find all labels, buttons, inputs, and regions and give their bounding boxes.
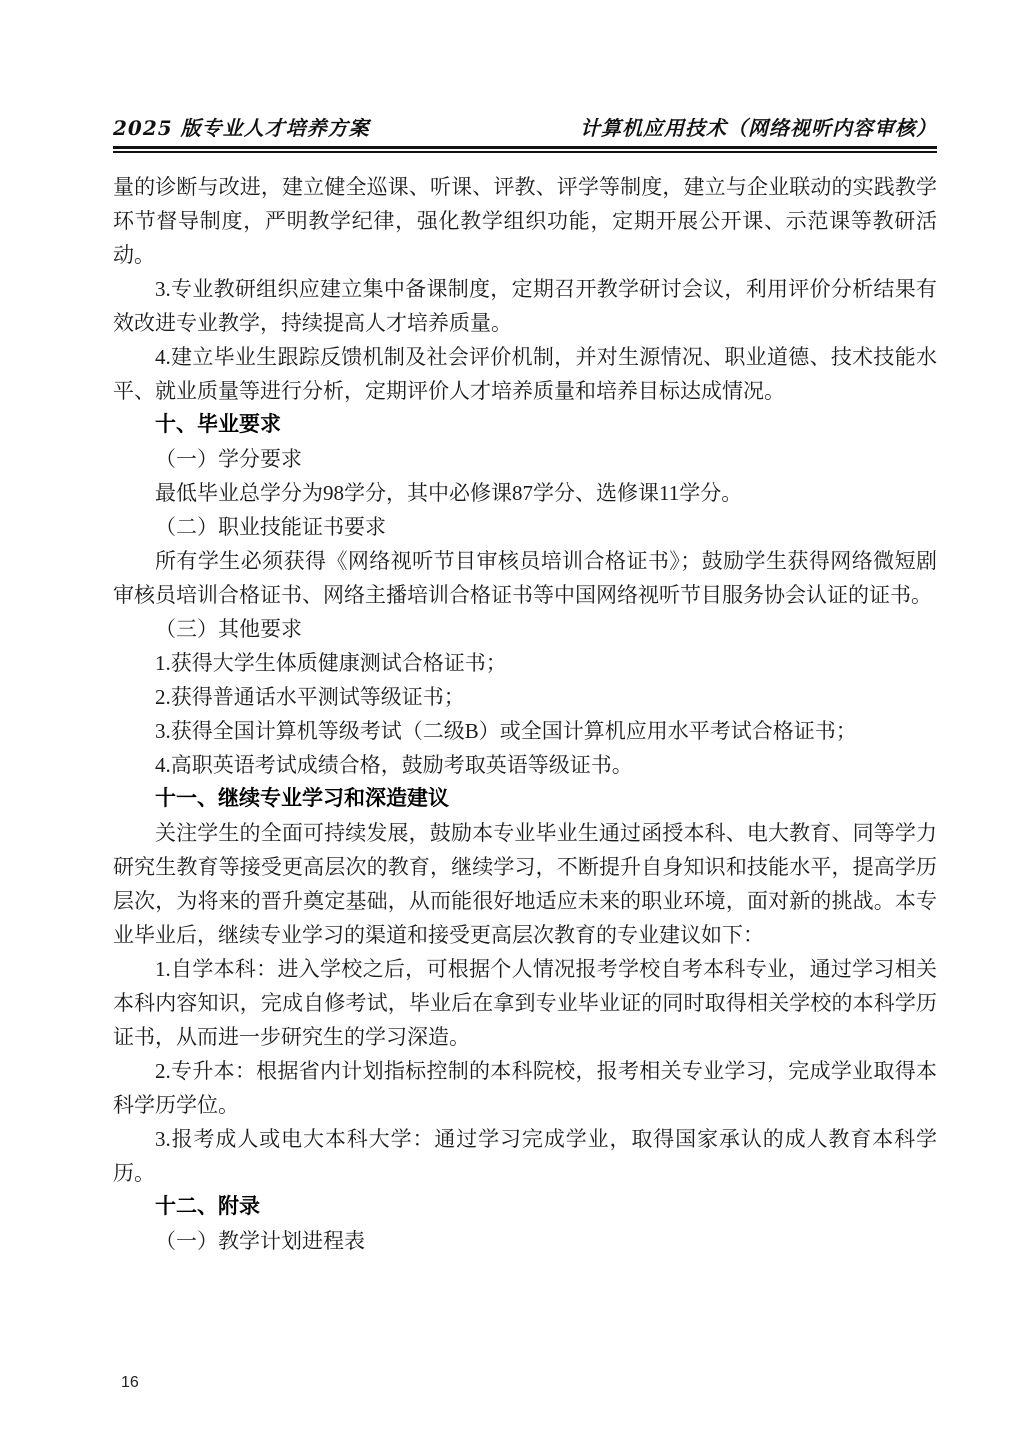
header-right-title: 计算机应用技术（网络视听内容审核） [580, 116, 937, 140]
para-other-requirement-1: 1.获得大学生体质健康测试合格证书； [155, 651, 507, 675]
para-other-requirements-label: （三）其他要求 [155, 617, 302, 641]
para-teaching-plan-table-label: （一）教学计划进程表 [155, 1229, 365, 1253]
para-graduate-tracking-item4: 4.建立毕业生跟踪反馈机制及社会评价机制，并对生源情况、职业道德、技术技能水平、就业质量等进行分析，定期评价人才培养质量和培养目标达成情况。 [113, 345, 937, 403]
header-double-rule [113, 146, 937, 153]
para-other-requirement-2: 2.获得普通话水平测试等级证书； [155, 685, 465, 709]
para-further-study-intro: 关注学生的全面可持续发展，鼓励本专业毕业生通过函授本科、电大教育、同等学力研究生教育等接受更高层次的教育，继续学习，不断提升自身知识和技能水平，提高学历层次，为将来的晋升奠定基础，从而能很好地适应未来的职业环境，面对新的挑战。本专业毕业后，继续专业学习的渠道和接受更高层次教育的专业建议如下： [113, 821, 937, 947]
header-left-title: 2025 版专业人才培养方案 [113, 116, 370, 140]
para-skill-certificate-label: （二）职业技能证书要求 [155, 515, 386, 539]
heading-section10-graduation-requirements: 十、毕业要求 [155, 413, 281, 436]
page-header [113, 112, 937, 141]
heading-section11-further-study: 十一、继续专业学习和深造建议 [155, 787, 449, 810]
para-other-requirement-3: 3.获得全国计算机等级考试（二级B）或全国计算机应用水平考试合格证书； [155, 719, 857, 743]
para-quality-diagnosis: 量的诊断与改进，建立健全巡课、听课、评教、评学等制度，建立与企业联动的实践教学环节督导制度，严明教学纪律，强化教学组织功能，定期开展公开课、示范课等教研活动。 [113, 175, 937, 267]
para-teaching-research-item3: 3.专业教研组织应建立集中备课制度，定期召开教学研讨会议，利用评价分析结果有效改进专业教学，持续提高人才培养质量。 [113, 277, 937, 335]
heading-section12-appendix: 十二、附录 [155, 1195, 260, 1218]
document-body [113, 170, 937, 1258]
para-other-requirement-4: 4.高职英语考试成绩合格，鼓励考取英语等级证书。 [155, 753, 633, 777]
para-skill-certificate-detail: 所有学生必须获得《网络视听节目审核员培训合格证书》；鼓励学生获得网络微短剧审核员培训合格证书、网络主播培训合格证书等中国网络视听节目服务协会认证的证书。 [113, 549, 937, 607]
para-upgrade-to-bachelor: 2.专升本：根据省内计划指标控制的本科院校，报考相关专业学习，完成学业取得本科学历学位。 [113, 1059, 937, 1117]
para-credit-requirement-detail: 最低毕业总学分为98学分，其中必修课87学分、选修课11学分。 [155, 481, 743, 505]
para-self-study-bachelor: 1.自学本科：进入学校之后，可根据个人情况报考学校自考本科专业，通过学习相关本科内容知识，完成自修考试，毕业后在拿到专业毕业证的同时取得相关学校的本科学历证书，从而进一步研究生的学习深造。 [113, 957, 937, 1049]
para-credit-requirement-label: （一）学分要求 [155, 447, 302, 471]
para-adult-education: 3.报考成人或电大本科大学：通过学习完成学业，取得国家承认的成人教育本科学历。 [113, 1127, 937, 1185]
page-number: 16 [121, 1374, 139, 1391]
